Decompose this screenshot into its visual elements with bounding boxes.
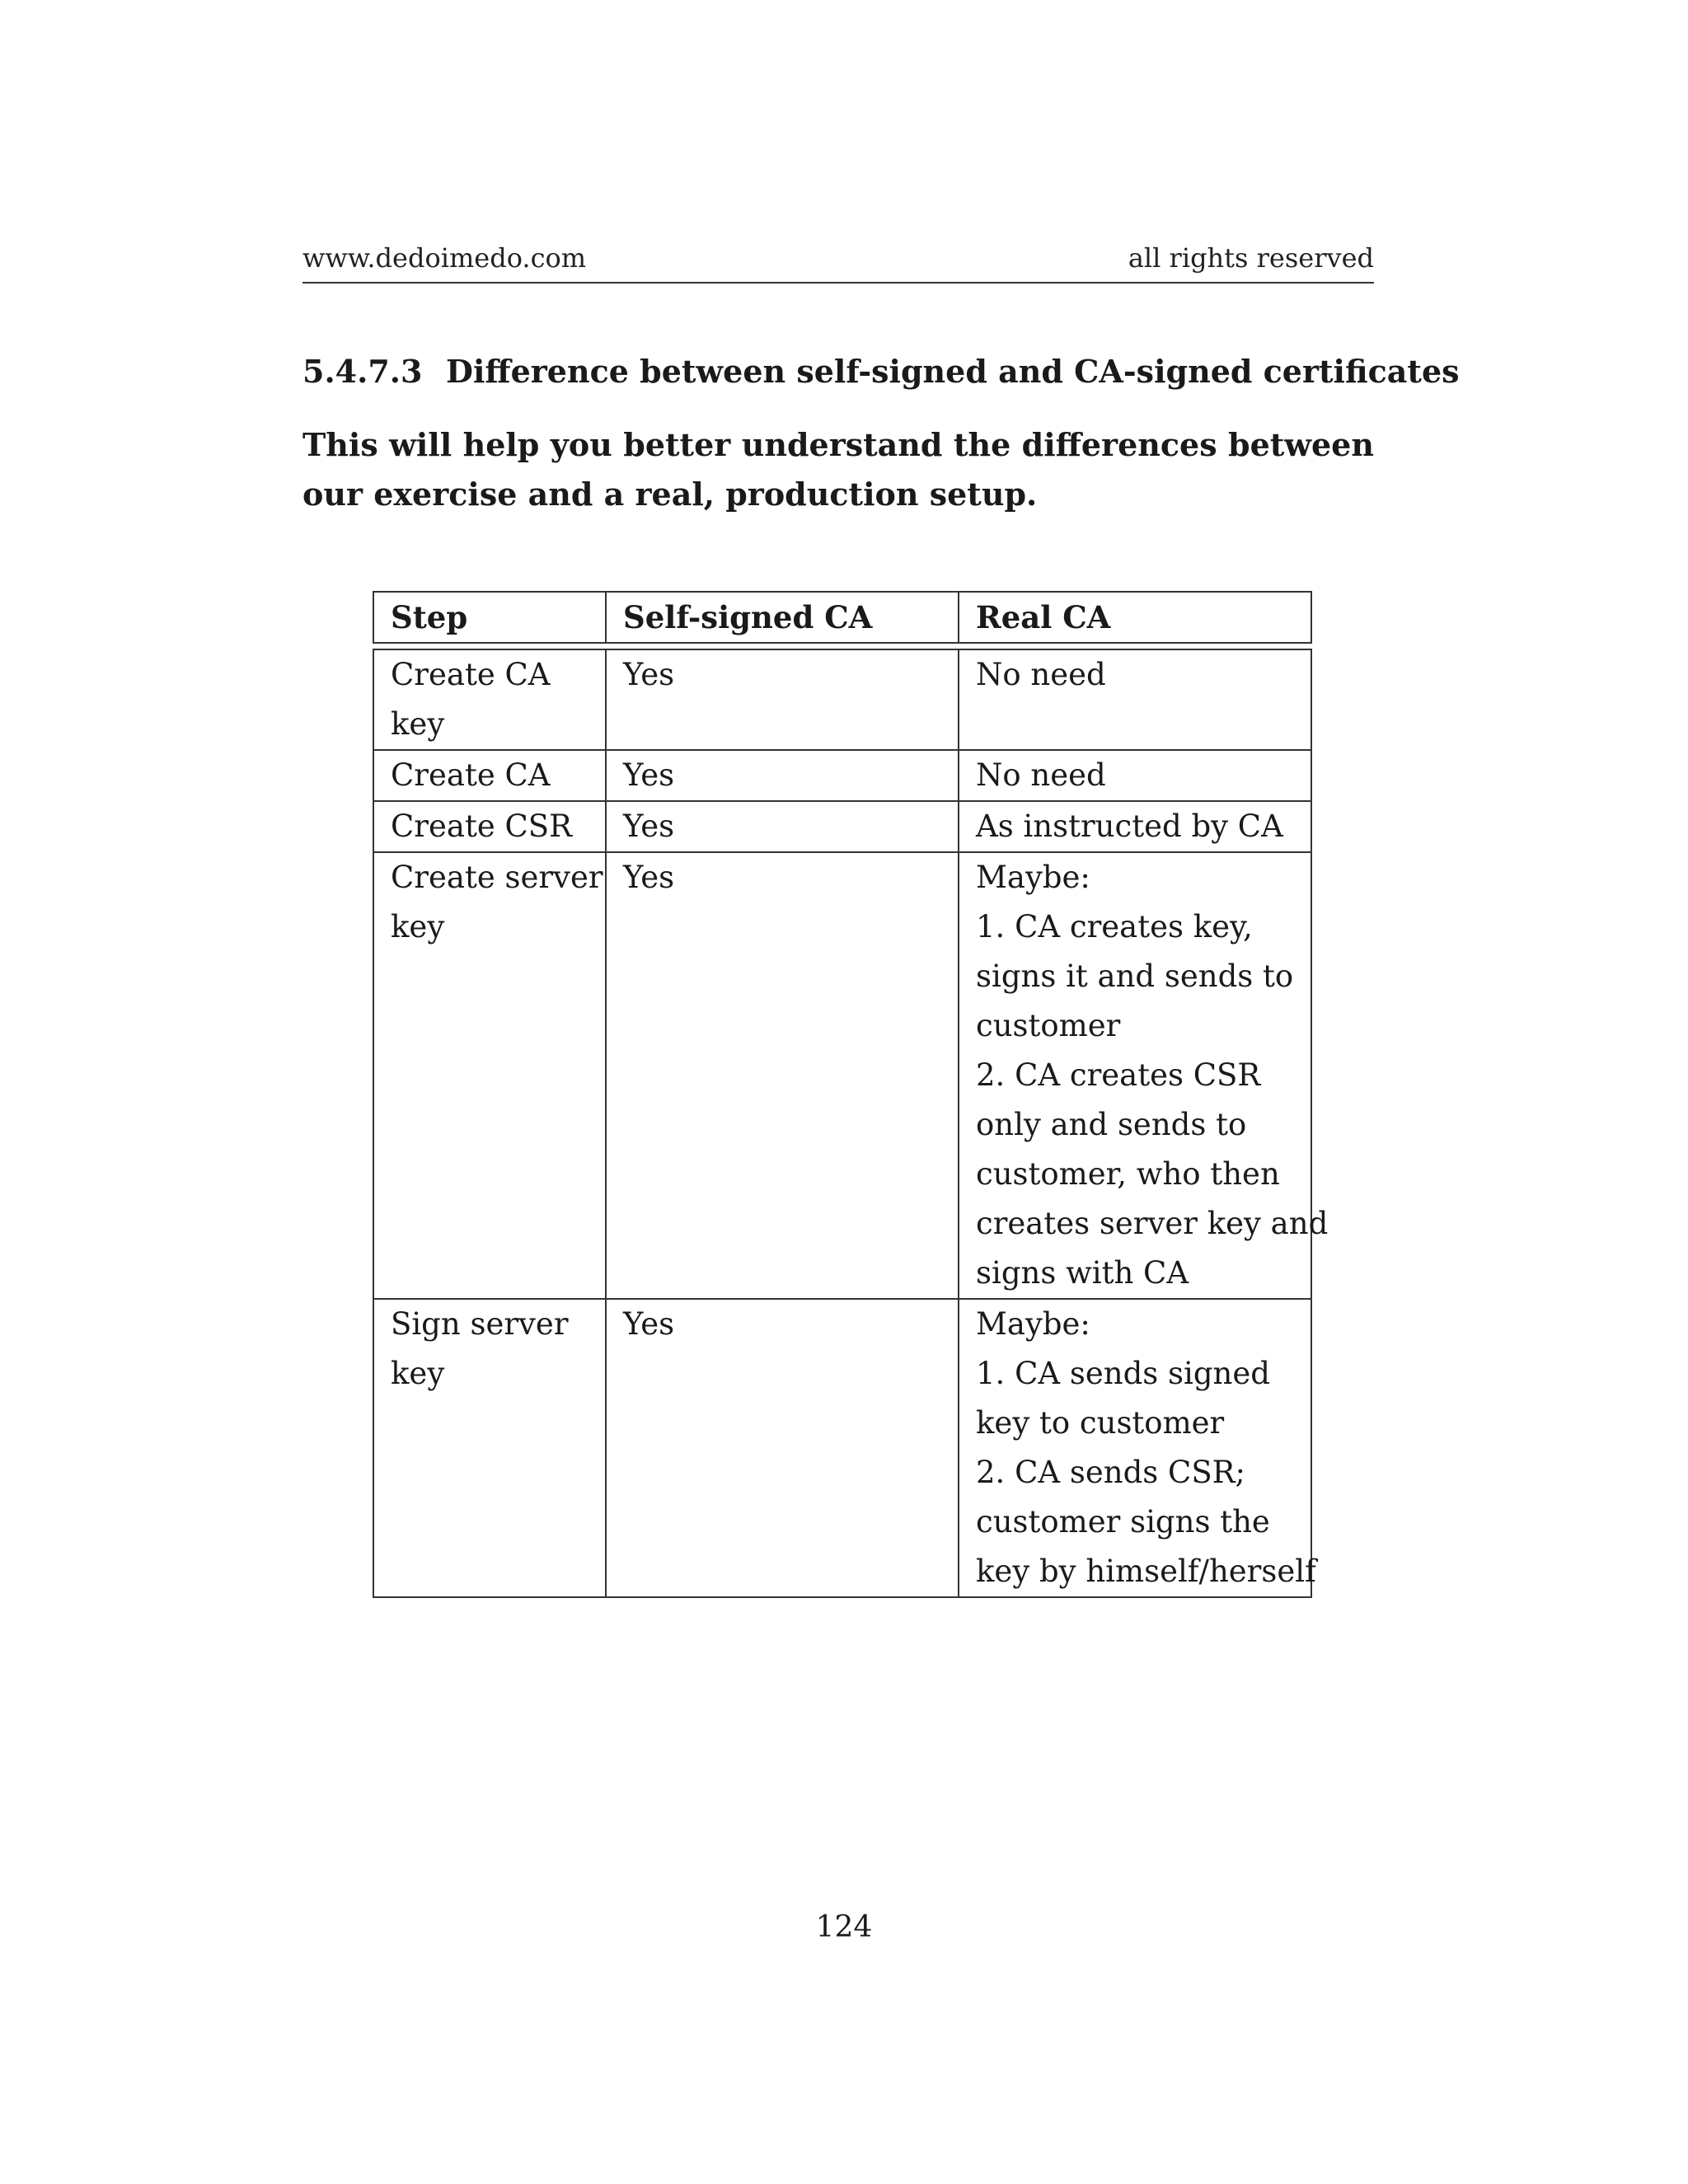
page-number: 124: [815, 1910, 873, 1944]
cell-line: customer, who then: [976, 1156, 1280, 1192]
cell-line: 1. CA creates key,: [976, 909, 1253, 944]
cell-real-ca: [959, 801, 1311, 852]
cell-step: [373, 801, 606, 852]
cell-line: Sign server: [391, 1306, 569, 1342]
cell-real-ca: [959, 649, 1311, 750]
cell-line: Yes: [623, 757, 675, 793]
cell-line: As instructed by CA: [976, 808, 1283, 844]
header-rights: all rights reserved: [1128, 242, 1374, 274]
cell-line: customer: [976, 1008, 1121, 1043]
cell-line: 2. CA sends CSR;: [976, 1455, 1245, 1490]
cell-line: 1. CA sends signed: [976, 1356, 1270, 1391]
cell-line: Create CSR: [391, 808, 572, 844]
cell-real-ca: [959, 750, 1311, 801]
cell-line: key: [391, 706, 445, 742]
header-site-url: www.dedoimedo.com: [302, 242, 587, 274]
table-row: [373, 1299, 1311, 1597]
cell-line: Yes: [623, 1306, 675, 1342]
cell-line: key to customer: [976, 1405, 1225, 1441]
cell-line: signs with CA: [976, 1255, 1189, 1291]
cell-line: 2. CA creates CSR: [976, 1057, 1261, 1093]
cell-line: only and sends to: [976, 1107, 1247, 1142]
cell-line: Maybe:: [976, 1306, 1090, 1342]
cell-line: Create CA: [391, 757, 551, 793]
cell-line: Yes: [623, 657, 675, 692]
cell-real-ca: [959, 852, 1329, 1299]
cell-line: Yes: [623, 860, 675, 895]
cell-self-signed: [606, 649, 959, 750]
header-step: Step: [373, 592, 606, 643]
cell-self-signed: [606, 750, 959, 801]
cell-real-ca: [959, 1299, 1316, 1597]
cell-self-signed: [606, 801, 959, 852]
cell-self-signed: [606, 852, 959, 1299]
cell-step: [373, 1299, 606, 1597]
cell-line: No need: [976, 757, 1106, 793]
cell-line: No need: [976, 657, 1106, 692]
table-row: [373, 750, 1311, 801]
comparison-table-container: [373, 591, 1329, 1598]
table-spacer-cell: [373, 643, 1311, 649]
cell-line: creates server key and: [976, 1206, 1329, 1241]
comparison-table: [373, 591, 1329, 1598]
cell-line: Create CA: [391, 657, 551, 692]
cell-line: customer signs the: [976, 1504, 1270, 1540]
page-header: [302, 241, 1374, 284]
intro-paragraph: This will help you better understand the differences between our exercise and a real, production setup.: [302, 426, 1374, 513]
table-row: [373, 852, 1311, 1299]
cell-line: Maybe:: [976, 860, 1090, 895]
section-heading: [302, 353, 1460, 390]
section-title: Difference between self-signed and CA-signed certificates: [446, 353, 1460, 390]
cell-line: key: [391, 909, 445, 944]
cell-line: Yes: [623, 808, 675, 844]
table-row: [373, 801, 1311, 852]
table-row: [373, 649, 1311, 750]
section-number: 5.4.7.3: [302, 353, 423, 390]
cell-line: Create server: [391, 860, 603, 895]
header-real-ca: Real CA: [959, 592, 1311, 643]
cell-step: [373, 750, 606, 801]
header-self-signed: Self-signed CA: [606, 592, 959, 643]
table-header-row: [373, 592, 1311, 643]
cell-step: [373, 649, 606, 750]
cell-step: [373, 852, 606, 1299]
table-spacer: [373, 643, 1311, 649]
cell-line: signs it and sends to: [976, 958, 1294, 994]
cell-self-signed: [606, 1299, 959, 1597]
cell-line: key by himself/herself: [976, 1554, 1316, 1589]
cell-line: key: [391, 1356, 445, 1391]
